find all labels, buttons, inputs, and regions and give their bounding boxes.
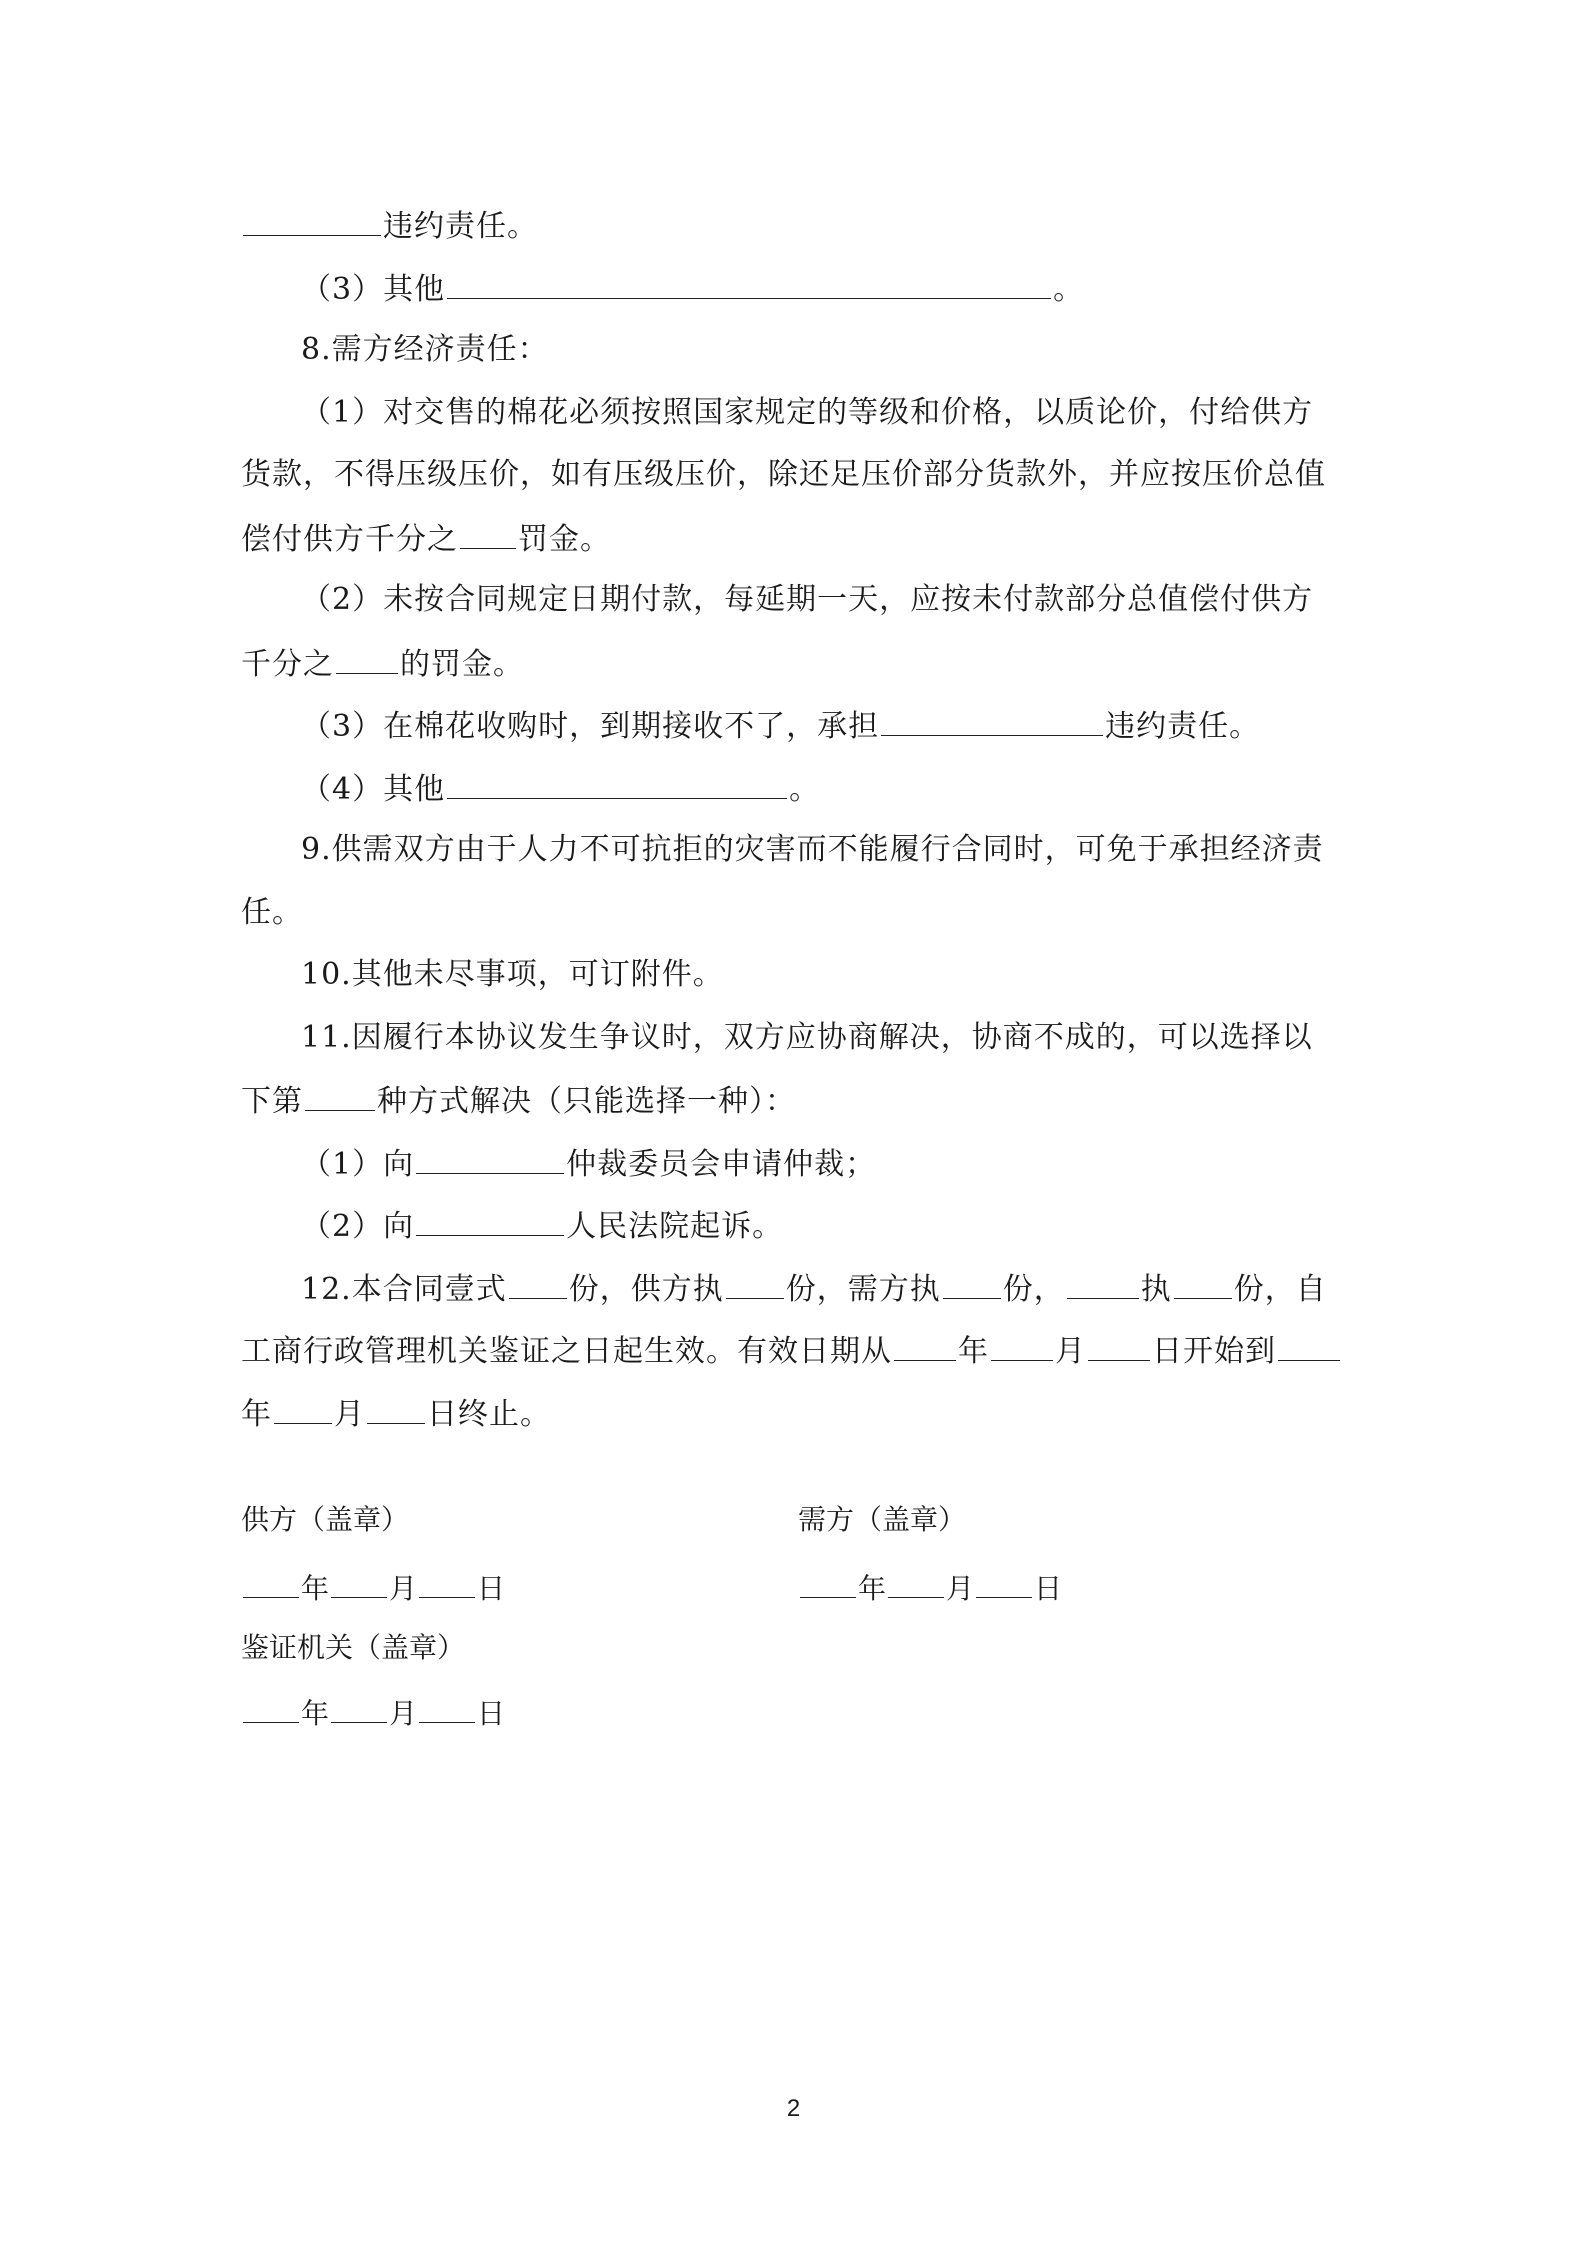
text-line: 任。 (241, 895, 303, 930)
fill-blank (943, 1268, 1001, 1299)
fill-blank (800, 1567, 856, 1598)
fill-blank (274, 1393, 332, 1424)
text-line: （3）其他 。 (301, 268, 1084, 310)
fill-blank (1278, 1330, 1340, 1361)
verifier-seal-label: 鉴证机关（盖章） (241, 1631, 466, 1664)
text-line: 千分之 的罚金。 (241, 643, 524, 685)
text-line: （1）对交售的棉花必须按照国家规定的等级和价格，以质论价，付给供方 (301, 395, 1314, 430)
fill-blank (447, 268, 1051, 299)
fill-blank (336, 643, 398, 674)
fill-blank (416, 1205, 564, 1236)
clause-heading: 10.其他未尽事项，可订附件。 (301, 957, 724, 992)
text-line: （2）向 人民法院起诉。 (301, 1205, 783, 1247)
verifier-date: 年 月 日 (241, 1692, 505, 1732)
demander-seal-label: 需方（盖章） (798, 1503, 967, 1536)
fill-blank (726, 1268, 784, 1299)
fill-blank (367, 1393, 425, 1424)
fill-blank (1088, 1330, 1150, 1361)
text-line: （2）未按合同规定日期付款，每延期一天，应按未付款部分总值偿付供方 (301, 582, 1314, 617)
fill-blank (894, 1330, 956, 1361)
demander-date: 年 月 日 (798, 1567, 1062, 1607)
supplier-seal-label: 供方（盖章） (241, 1503, 410, 1536)
clause-heading: 11.因履行本协议发生争议时，双方应协商解决，协商不成的，可以选择以 (301, 1020, 1313, 1055)
text-line: 下第 种方式解决（只能选择一种）： (241, 1080, 796, 1122)
fill-blank (243, 1567, 299, 1598)
text-line: （3）在棉花收购时，到期接收不了，承担 违约责任。 (301, 705, 1260, 747)
fill-blank (305, 1080, 375, 1111)
fill-blank (881, 705, 1103, 736)
text-line: 违约责任。 (241, 205, 538, 247)
fill-blank (243, 205, 381, 236)
fill-blank (331, 1567, 387, 1598)
text-line: 偿付供方千分之 罚金。 (241, 518, 611, 560)
clause-heading: 12.本合同壹式 份，供方执 份，需方执 份， 执 份，自 (301, 1268, 1327, 1310)
fill-blank (331, 1692, 387, 1723)
text-line: （4）其他 。 (301, 768, 820, 810)
text-line: 年 月 日终止。 (241, 1393, 551, 1435)
text-line: 工商行政管理机关鉴证之日起生效。有效日期从 年 月 日开始到 (241, 1330, 1342, 1372)
fill-blank (509, 1268, 567, 1299)
supplier-date: 年 月 日 (241, 1567, 505, 1607)
clause-heading: 9.供需双方由于人力不可抗拒的灾害而不能履行合同时，可免于承担经济责 (301, 832, 1324, 867)
fill-blank (447, 768, 787, 799)
fill-blank (419, 1692, 475, 1723)
fill-blank (976, 1567, 1032, 1598)
fill-blank (1067, 1268, 1139, 1299)
fill-blank (243, 1692, 299, 1723)
clause-heading: 8.需方经济责任： (301, 332, 549, 367)
fill-blank (460, 518, 516, 549)
fill-blank (888, 1567, 944, 1598)
fill-blank (991, 1330, 1053, 1361)
text-line: （1）向 仲裁委员会申请仲裁； (301, 1143, 876, 1185)
fill-blank (1174, 1268, 1232, 1299)
page-number: 2 (786, 2095, 801, 2122)
fill-blank (419, 1567, 475, 1598)
text-line: 货款，不得压级压价，如有压级压价，除还足压价部分货款外，并应按压价总值 (241, 457, 1326, 492)
fill-blank (416, 1143, 564, 1174)
